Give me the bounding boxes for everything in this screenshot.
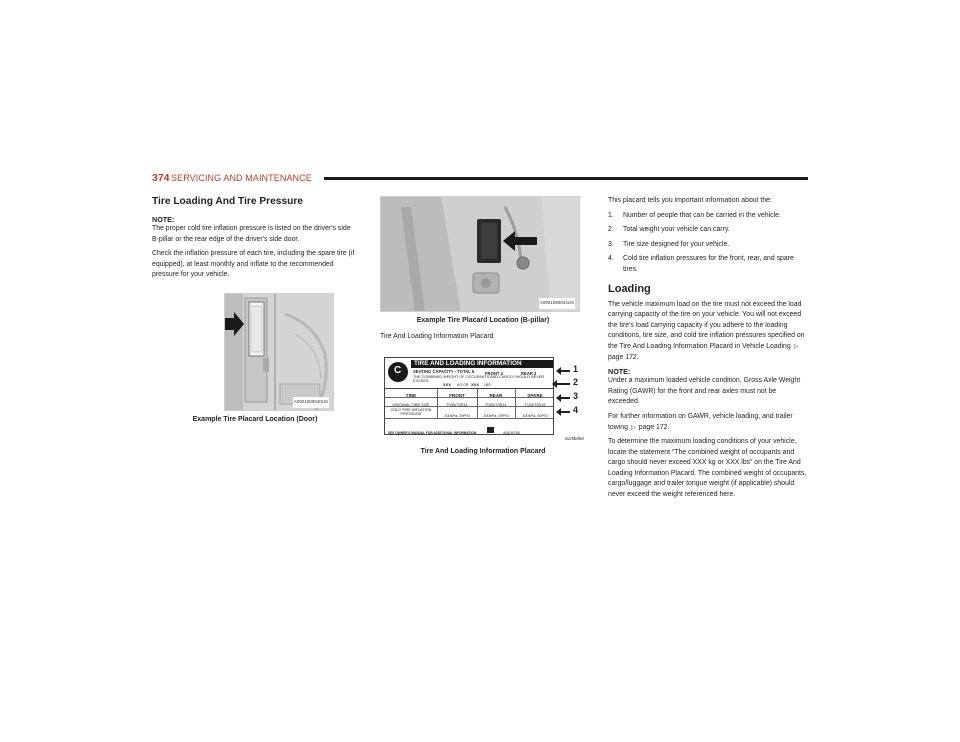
paragraph-gawr-info: For further information on GAWR, vehicle loading, and trailer towing ▷ page 172. xyxy=(608,412,808,433)
figure-door-placard xyxy=(224,293,334,411)
tire-loading-placard xyxy=(384,357,554,435)
caption-bpillar: Example Tire Placard Location (B-pillar) xyxy=(416,317,550,324)
placard-seating: SEATING CAPACITY - TOTAL 5 xyxy=(413,368,475,374)
callout-4: 4 xyxy=(573,404,579,415)
placard-part-code: 4N109768 xyxy=(503,430,520,435)
figure-bpillar-placard xyxy=(380,196,580,312)
heading-loading: Loading xyxy=(608,282,651,295)
subheading-placard: Tire And Loading Information Placard xyxy=(380,333,494,340)
placard-xxx-kg: XXX xyxy=(443,381,452,387)
placard-title: TIRE AND LOADING INFORMATION xyxy=(411,360,554,368)
list-item: 2. Total weight your vehicle can carry. xyxy=(608,226,730,234)
page-reference-icon: ▷ xyxy=(793,343,799,350)
placard-footer xyxy=(385,427,554,435)
note-text: The proper cold tire inflation pressure is listed on the driver's side B-pillar or the rear edge of the driver's side door. xyxy=(152,225,351,243)
bpillar-photo xyxy=(381,197,580,312)
column-left xyxy=(152,196,358,431)
page-number: 374 xyxy=(152,172,170,184)
placard-combined-weight: THE COMBINED WEIGHT OF OCCUPANTS AND CARGO SHOULD NEVER EXCEED xyxy=(413,374,545,383)
placard-col-spare: SPARE xyxy=(527,392,543,398)
page-reference-icon: ▷ xyxy=(631,424,636,431)
placard-figure-code: 81i5bd5e xyxy=(565,436,584,441)
link-page-172[interactable]: page 172. xyxy=(608,353,639,361)
list-item: 1. Number of people that can be carried in the vehicle. xyxy=(608,211,781,219)
paragraph-max-load: The vehicle maximum load on the tire must not exceed the load carrying capacity of the tire on your vehicle. You will not exceed the tire's load carrying capacity if you adhere to the loading conditions, tire size, and cold tire inflation pressures specified on the Tire And Loading Information Placard in Vehicle Loading ▷ page 172. xyxy=(608,300,805,361)
note-label: NOTE: xyxy=(608,367,631,377)
placard-intro: This placard tells you important information about the: xyxy=(608,197,772,204)
placard-rear: REAR 3 xyxy=(521,370,537,376)
figure-code: A0901000044US xyxy=(539,298,575,309)
placard-letter-badge: C xyxy=(388,362,408,382)
section-title: SERVICING AND MAINTENANCE xyxy=(171,173,312,183)
placard-col-front: FRONT xyxy=(449,392,465,398)
column-middle xyxy=(380,196,586,463)
manual-book-icon xyxy=(487,427,494,433)
column-right xyxy=(608,196,808,505)
callout-1: 1 xyxy=(573,363,579,374)
placard-size-row: ORIGINAL TIRE SIZE P195/70R14 P195/70R14 T125/70D15 xyxy=(385,398,554,407)
heading-tire-loading: Tire Loading And Tire Pressure xyxy=(152,196,303,207)
callout-3: 3 xyxy=(573,390,579,401)
placard-info-list xyxy=(608,211,808,276)
note-gawr: Under a maximum loaded vehicle condition, Gross Axle Weight Rating (GAWR) for the front and rear axles must not be exceeded. xyxy=(608,377,801,406)
link-page-172[interactable]: page 172. xyxy=(638,423,670,431)
callout-2: 2 xyxy=(573,376,579,387)
paragraph-check-pressure: Check the inflation pressure of each tire, including the spare tire (if equipped), at least monthly and inflate to the recommended pressure for your vehicle. xyxy=(152,250,355,279)
placard-header-row xyxy=(385,389,554,398)
placard-front: FRONT 2 xyxy=(485,370,503,376)
note-label: NOTE: xyxy=(152,215,175,224)
placard-lbs: LBS. xyxy=(484,382,492,387)
placard-col-tire: TIRE xyxy=(405,392,417,398)
caption-placard: Tire And Loading Information Placard xyxy=(420,447,546,455)
placard-kg-or: KG OR xyxy=(457,382,469,387)
caption-door: Example Tire Placard Location (Door) xyxy=(192,415,318,423)
placard-see-manual: SEE OWNER'S MANUAL FOR ADDITIONAL INFORMATION xyxy=(388,430,477,435)
header-rule xyxy=(324,177,808,180)
placard-pressure-row: COLD TIRE INFLATION PRESSURE 200kPa, 29PSI 200kPa, 29PSI 420kPa, 60PSI xyxy=(385,407,554,419)
page-header xyxy=(152,172,808,186)
placard-col-rear: REAR xyxy=(489,392,503,398)
figure-code: A0901000040US xyxy=(293,397,329,408)
paragraph-determine-load: To determine the maximum loading conditions of your vehicle, locate the statement “The combined weight of occupants and cargo should never exceed XXX kg or XXX lbs” on the Tire And Loading Information Placard. The combined weight of occupants, cargo/luggage and trailer tongue weight (if applicable) should never exceed the weight referenced here. xyxy=(608,438,807,499)
figure-placard xyxy=(380,353,586,445)
placard-table xyxy=(385,388,554,428)
door-photo xyxy=(225,294,334,411)
placard-xxx-lbs: XXX xyxy=(471,381,480,387)
list-item: 3. Tire size designed for your vehicle. xyxy=(608,240,730,248)
list-item: 4. Cold tire inflation pressures for the front, rear, and spare tires. xyxy=(608,255,794,273)
